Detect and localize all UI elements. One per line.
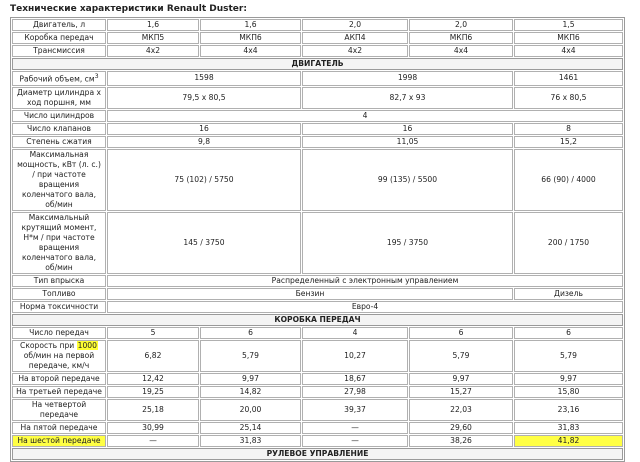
cell: Евро-4 — [107, 301, 623, 313]
label-text: Скорость при — [20, 340, 77, 350]
row-label: Максимальная мощность, кВт (л. с.) / при частоте вращения коленчатого вала, об/мин — [12, 149, 106, 211]
cell: 4x4 — [409, 45, 513, 57]
cell: 4x4 — [514, 45, 623, 57]
cell: 14,82 — [200, 386, 301, 398]
cell: 19,25 — [107, 386, 199, 398]
cell: 15,2 — [514, 136, 623, 148]
table-row — [12, 32, 623, 44]
table-row — [12, 422, 623, 434]
cell: МКП5 — [107, 32, 199, 44]
cell: МКП6 — [409, 32, 513, 44]
cell: 5 — [107, 327, 199, 339]
table-row — [12, 149, 623, 211]
section-header-engine: ДВИГАТЕЛЬ — [12, 58, 623, 70]
cell: 30,99 — [107, 422, 199, 434]
cell: 66 (90) / 4000 — [514, 149, 623, 211]
table-row — [12, 19, 623, 31]
cell: 76 х 80,5 — [514, 87, 623, 109]
table-row — [12, 212, 623, 274]
cell: 145 / 3750 — [107, 212, 301, 274]
cell: 79,5 х 80,5 — [107, 87, 301, 109]
table-row — [12, 275, 623, 287]
label-text: Рабочий объем, см — [19, 74, 95, 84]
section-header-row — [12, 58, 623, 70]
cell: 4 — [107, 110, 623, 122]
cell: 12,42 — [107, 373, 199, 385]
cell: 6 — [200, 327, 301, 339]
cell: 22,03 — [409, 399, 513, 421]
cell: 5,79 — [200, 340, 301, 372]
cell: МКП6 — [200, 32, 301, 44]
table-row — [12, 87, 623, 109]
cell: 8 — [514, 123, 623, 135]
table-row — [12, 373, 623, 385]
table-row — [12, 327, 623, 339]
cell: 9,97 — [514, 373, 623, 385]
cell: 29,60 — [409, 422, 513, 434]
cell: 25,18 — [107, 399, 199, 421]
cell: 4x4 — [200, 45, 301, 57]
row-label-highlighted: На шестой передаче — [12, 435, 106, 447]
row-label: Двигатель, л — [12, 19, 106, 31]
cell: 4x2 — [107, 45, 199, 57]
table-row — [12, 123, 623, 135]
table-row — [12, 45, 623, 57]
section-header-row — [12, 314, 623, 326]
row-label: Тип впрыска — [12, 275, 106, 287]
table-row — [12, 110, 623, 122]
table-row — [12, 71, 623, 86]
row-label: Норма токсичности — [12, 301, 106, 313]
row-label: На второй передаче — [12, 373, 106, 385]
row-label: Степень сжатия — [12, 136, 106, 148]
cell-highlighted: 41,82 — [514, 435, 623, 447]
highlighted-text: 1000 — [77, 340, 97, 350]
label-text: об/мин на первой передаче, км/ч — [23, 350, 95, 370]
table-row — [12, 288, 623, 300]
cell: 4x2 — [302, 45, 408, 57]
table-row — [12, 340, 623, 372]
row-label: Топливо — [12, 288, 106, 300]
section-header-steering: РУЛЕВОЕ УПРАВЛЕНИЕ — [12, 448, 623, 460]
section-header-row — [12, 448, 623, 460]
cell: 1,5 — [514, 19, 623, 31]
page-title: Технические характеристики Renault Duster: — [10, 4, 247, 14]
cell: 31,83 — [200, 435, 301, 447]
cell: 38,26 — [409, 435, 513, 447]
cell: 20,00 — [200, 399, 301, 421]
row-label: Максимальный крутящий момент, Н*м / при частоте вращения коленчатого вала, об/мин — [12, 212, 106, 274]
cell: 82,7 х 93 — [302, 87, 513, 109]
cell: 23,16 — [514, 399, 623, 421]
cell: 2,0 — [409, 19, 513, 31]
row-label: Диаметр цилиндра х ход поршня, мм — [12, 87, 106, 109]
cell: — — [107, 435, 199, 447]
label-superscript: 3 — [94, 73, 99, 80]
row-label: Коробка передач — [12, 32, 106, 44]
cell: — — [302, 435, 408, 447]
cell: 5,79 — [514, 340, 623, 372]
row-label: На четвертой передаче — [12, 399, 106, 421]
cell: 6 — [514, 327, 623, 339]
cell: 75 (102) / 5750 — [107, 149, 301, 211]
table-row — [12, 136, 623, 148]
table-row — [12, 386, 623, 398]
cell: Распределенный с электронным управлением — [107, 275, 623, 287]
cell: 195 / 3750 — [302, 212, 513, 274]
section-header-gearbox: КОРОБКА ПЕРЕДАЧ — [12, 314, 623, 326]
cell: МКП6 — [514, 32, 623, 44]
cell: 15,27 — [409, 386, 513, 398]
cell: 1,6 — [200, 19, 301, 31]
row-label: На третьей передаче — [12, 386, 106, 398]
cell: 10,27 — [302, 340, 408, 372]
cell: 9,97 — [200, 373, 301, 385]
table-row — [12, 435, 623, 447]
cell: 6 — [409, 327, 513, 339]
cell: — — [302, 422, 408, 434]
row-label: Число цилиндров — [12, 110, 106, 122]
cell: 16 — [107, 123, 301, 135]
row-label: На пятой передаче — [12, 422, 106, 434]
cell: Дизель — [514, 288, 623, 300]
cell: 18,67 — [302, 373, 408, 385]
cell: 9,8 — [107, 136, 301, 148]
row-label — [12, 71, 106, 86]
row-label: Число передач — [12, 327, 106, 339]
cell: 27,98 — [302, 386, 408, 398]
cell: 4 — [302, 327, 408, 339]
cell: 1598 — [107, 71, 301, 86]
cell: 5,79 — [409, 340, 513, 372]
cell: 200 / 1750 — [514, 212, 623, 274]
cell: 99 (135) / 5500 — [302, 149, 513, 211]
row-label: Трансмиссия — [12, 45, 106, 57]
table-row — [12, 399, 623, 421]
row-label: Число клапанов — [12, 123, 106, 135]
row-label — [12, 340, 106, 372]
cell: 1998 — [302, 71, 513, 86]
cell: Бензин — [107, 288, 513, 300]
cell: 2,0 — [302, 19, 408, 31]
cell: 25,14 — [200, 422, 301, 434]
cell: 15,80 — [514, 386, 623, 398]
cell: 39,37 — [302, 399, 408, 421]
cell: 16 — [302, 123, 513, 135]
cell: 1,6 — [107, 19, 199, 31]
cell: 6,82 — [107, 340, 199, 372]
specs-table — [10, 17, 625, 462]
cell: 1461 — [514, 71, 623, 86]
cell: 11,05 — [302, 136, 513, 148]
table-row — [12, 301, 623, 313]
cell: АКП4 — [302, 32, 408, 44]
cell: 9,97 — [409, 373, 513, 385]
cell: 31,83 — [514, 422, 623, 434]
